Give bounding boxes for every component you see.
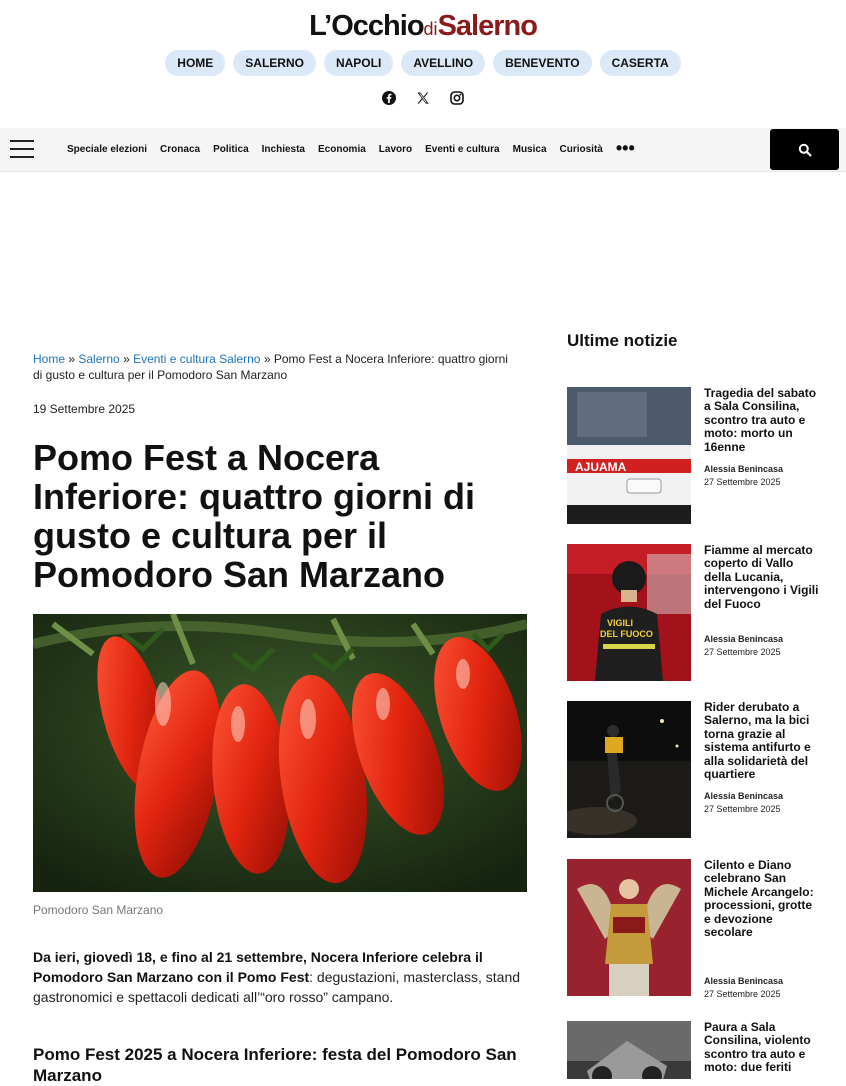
article-lead-bold: Da ieri, giovedì 18, e fino al 21 settembre, Nocera Inferiore celebra il Pomodoro San Marzano con il Pomo Fest bbox=[33, 949, 483, 985]
news-date: 27 Settembre 2025 bbox=[704, 647, 781, 657]
news-thumbnail[interactable] bbox=[567, 859, 691, 996]
image-caption: Pomodoro San Marzano bbox=[33, 903, 164, 917]
news-author: Alessia Benincasa bbox=[704, 791, 784, 801]
article-title: Pomo Fest a Nocera Inferiore: quattro giorni di gusto e cultura per il Pomodoro San Marzano bbox=[33, 437, 475, 595]
news-date: 27 Settembre 2025 bbox=[704, 989, 781, 999]
news-title[interactable]: Fiamme al mercato coperto di Vallo della Lucania, intervengono i Vigili del Fuoco bbox=[704, 543, 819, 611]
instagram-icon[interactable] bbox=[449, 90, 465, 106]
svg-text:AJUAMA: AJUAMA bbox=[575, 460, 627, 474]
social-links bbox=[0, 90, 846, 106]
svg-text:DEL FUOCO: DEL FUOCO bbox=[600, 629, 653, 639]
nav-item-musica[interactable]: Musica bbox=[512, 144, 547, 155]
article-hero-image bbox=[33, 614, 527, 892]
facebook-icon[interactable] bbox=[381, 90, 397, 106]
city-link-napoli[interactable]: NAPOLI bbox=[324, 50, 393, 76]
news-date: 27 Settembre 2025 bbox=[704, 804, 781, 814]
news-item[interactable] bbox=[567, 858, 829, 999]
logo-text-part3: Salerno bbox=[437, 10, 537, 42]
nav-item-economia[interactable]: Economia bbox=[318, 144, 366, 155]
logo-text-part2: di bbox=[423, 19, 438, 39]
breadcrumb-separator: » bbox=[119, 352, 134, 366]
city-link-caserta[interactable]: CASERTA bbox=[600, 50, 681, 76]
city-link-avellino[interactable]: AVELLINO bbox=[401, 50, 485, 76]
city-link-benevento[interactable]: BENEVENTO bbox=[493, 50, 591, 76]
news-thumbnail[interactable] bbox=[567, 544, 691, 681]
news-author: Alessia Benincasa bbox=[704, 634, 784, 644]
news-date: 27 Settembre 2025 bbox=[704, 477, 781, 487]
more-menu-button[interactable]: ••• bbox=[615, 137, 635, 158]
logo-text-part1: L’Occhio bbox=[309, 10, 424, 42]
search-icon bbox=[798, 143, 812, 157]
nav-item-lavoro[interactable]: Lavoro bbox=[378, 144, 413, 155]
nav-item-politica[interactable]: Politica bbox=[213, 144, 249, 155]
news-item[interactable] bbox=[567, 701, 829, 838]
site-logo[interactable] bbox=[0, 10, 846, 43]
breadcrumb-salerno[interactable]: Salerno bbox=[78, 352, 120, 366]
breadcrumb-category[interactable]: Eventi e cultura Salerno bbox=[133, 352, 261, 366]
article-subheading: Pomo Fest 2025 a Nocera Inferiore: festa del Pomodoro San Marzano bbox=[33, 1045, 517, 1085]
nav-item-curiosita[interactable]: Curiosità bbox=[559, 144, 603, 155]
nav-item-eventi-e-cultura[interactable]: Eventi e cultura bbox=[425, 144, 500, 155]
breadcrumb bbox=[33, 351, 513, 383]
article-lead bbox=[33, 947, 523, 1007]
news-item[interactable] bbox=[567, 544, 829, 681]
news-item[interactable] bbox=[567, 387, 829, 524]
article-lead-rest: : degustazioni, masterclass, stand gastronomici e spettacoli dedicati all’“oro rosso” campano. bbox=[33, 969, 521, 1005]
search-button[interactable] bbox=[770, 129, 839, 170]
news-title[interactable]: Tragedia del sabato a Sala Consilina, scontro tra auto e moto: morto un 16enne bbox=[704, 386, 817, 454]
svg-text:VIGILI: VIGILI bbox=[607, 618, 634, 628]
news-title[interactable]: Paura a Sala Consilina, violento scontro tra auto e moto: due feriti bbox=[704, 1021, 811, 1075]
news-thumbnail[interactable] bbox=[567, 1021, 691, 1079]
hamburger-menu-icon[interactable] bbox=[10, 140, 34, 158]
article-date: 19 Settembre 2025 bbox=[33, 402, 136, 416]
main-navbar bbox=[0, 128, 846, 172]
breadcrumb-separator: » bbox=[65, 352, 79, 366]
breadcrumb-home[interactable]: Home bbox=[33, 352, 66, 366]
nav-item-inchiesta[interactable]: Inchiesta bbox=[261, 144, 305, 155]
news-thumbnail[interactable] bbox=[567, 701, 691, 838]
city-link-salerno[interactable]: SALERNO bbox=[233, 50, 316, 76]
news-title[interactable]: Rider derubato a Salerno, ma la bici torna grazie al sistema antifurto e alla solidarietà del quartiere bbox=[704, 700, 811, 782]
x-twitter-icon[interactable] bbox=[415, 90, 431, 106]
category-nav bbox=[67, 128, 635, 171]
news-title[interactable]: Cilento e Diano celebrano San Michele Arcangelo: processioni, grotte e devozione secolare bbox=[704, 858, 814, 940]
sidebar-title: Ultime notizie bbox=[567, 331, 678, 350]
nav-item-cronaca[interactable]: Cronaca bbox=[160, 144, 201, 155]
breadcrumb-current: Pomo Fest a Nocera Inferiore: quattro giorni di gusto e cultura per il Pomodoro San Marzano bbox=[33, 352, 508, 382]
news-item[interactable] bbox=[567, 1021, 829, 1079]
news-thumbnail[interactable] bbox=[567, 387, 691, 524]
nav-item-speciale-elezioni[interactable]: Speciale elezioni bbox=[67, 144, 148, 155]
city-nav bbox=[0, 50, 846, 76]
news-author: Alessia Benincasa bbox=[704, 976, 784, 986]
news-author: Alessia Benincasa bbox=[704, 464, 784, 474]
city-link-home[interactable]: HOME bbox=[165, 50, 225, 76]
breadcrumb-separator: » bbox=[260, 352, 274, 366]
